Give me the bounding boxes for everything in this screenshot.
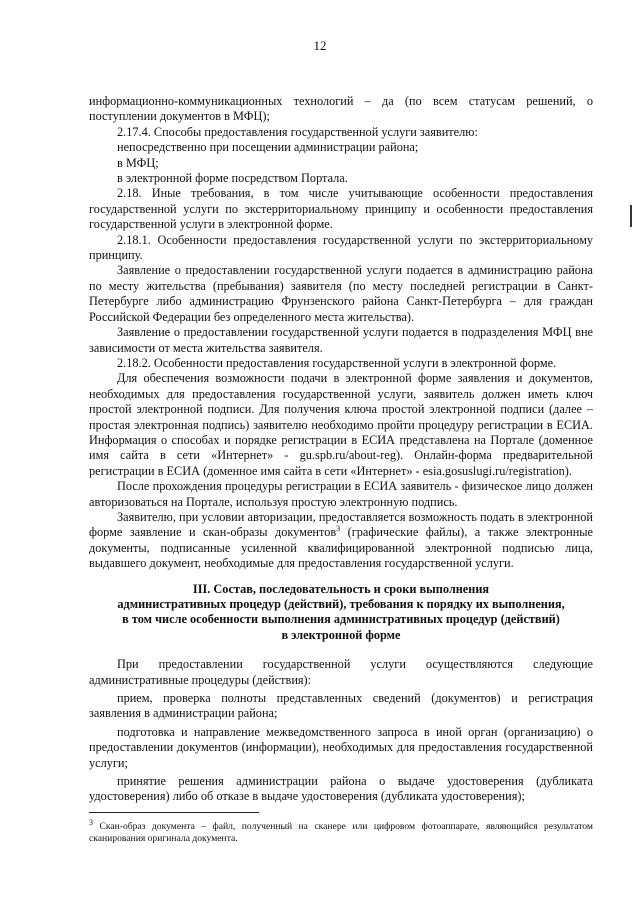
paragraph-text: (графические файлы), а также электронные документы, подписанные усиленной квалифицированной электронной подписью лица, выдавшего документ, необходимые для предоставления государственной услуги. xyxy=(89,525,594,571)
paragraph-2-17-4: 2.17.4. Способы предоставления государственной услуги заявителю: xyxy=(117,124,478,139)
paragraph-2-18-2: 2.18.2. Особенности предоставления государственной услуги в электронной форме. xyxy=(117,355,557,370)
paragraph-scan-images xyxy=(89,510,593,572)
footnote-mark: 3 xyxy=(89,817,93,827)
list-item: непосредственно при посещении администрации района; xyxy=(117,140,419,155)
page-number: 12 xyxy=(313,38,327,53)
footnote-reference: 3 xyxy=(336,524,341,534)
paragraph: Заявление о предоставлении государственной услуги подается в администрацию района по месту жительства (пребывания) заявителя (по месту последней регистрации в Санкт-Петербурге либо администрацию Фрунзенского района Санкт-Петербурга – для граждан Российской Федерации без определенного места жительства). xyxy=(89,263,593,324)
paragraph-2-18: 2.18. Иные требования, в том числе учитывающие особенности предоставления государственной услуги по экстерриториальному принципу и особенности предоставления государственной услуги в электронной форме. xyxy=(89,186,593,232)
document-body xyxy=(89,94,593,805)
paragraph: Для обеспечения возможности подачи в электронной форме заявления и документов, необходимых для предоставления государственной услуги, заявитель должен иметь ключ простой электронной подписи. Для получения ключа простой электронной подписи (далее – простая электронная подпись) заявителю необходимо пройти процедуру регистрации в ЕСИА. Информация о способах и порядке регистрации в ЕСИА представлена на Портале (доменное имя сайта в сети «Интернет» - gu.spb.ru/about-reg). Онлайн-форма предварительной регистрации в ЕСИА (доменное имя сайта в сети «Интернет» - esia.gosuslugi.ru/registration). xyxy=(89,371,593,478)
footnote-text: Скан-образ документа – файл, полученный на сканере или цифровом фотоаппарате, являющийся результатом сканирования оригинала документа. xyxy=(89,821,593,844)
paragraph-2-18-1: 2.18.1. Особенности предоставления государственной услуги по экстерриториальному принципу. xyxy=(89,232,593,263)
paragraph-text: Заявителю, при условии авторизации, предоставляется возможность подать в электронной форме заявление и скан-образы документов xyxy=(89,509,593,540)
footnote-separator xyxy=(89,812,259,813)
list-item: прием, проверка полноты представленных сведений (документов) и регистрация заявления в администрации района; xyxy=(89,691,593,721)
paragraph-continuation: информационно-коммуникационных технологий – да (по всем статусам решений, о поступлении документов в МФЦ); xyxy=(89,94,593,124)
list-item: подготовка и направление межведомственного запроса в иной орган (организацию) о предоставлении документов (информации), необходимых для предоставления государственной услуги; xyxy=(89,724,593,770)
list-item: в электронной форме посредством Портала. xyxy=(117,171,348,186)
list-item: в МФЦ; xyxy=(117,155,159,170)
paragraph: При предоставлении государственной услуги осуществляются следующие административные процедуры (действия): xyxy=(89,657,593,687)
section-heading-line: в том числе особенности выполнения административных процедур (действий) xyxy=(122,612,560,627)
section-heading-line: административных процедур (действий), требования к порядку их выполнения, xyxy=(117,597,565,611)
section-heading-line: III. Состав, последовательность и сроки выполнения xyxy=(192,581,490,596)
list-item: принятие решения администрации района о выдаче удостоверения (дубликата удостоверения) либо об отказе в выдаче удостоверения (дубликата удостоверения); xyxy=(89,774,593,804)
paragraph: Заявление о предоставлении государственной услуги подается в подразделения МФЦ вне зависимости от места жительства заявителя. xyxy=(89,325,593,355)
footnote xyxy=(89,817,593,845)
paragraph: После прохождения процедуры регистрации в ЕСИА заявитель - физическое лицо должен авторизоваться на Портале, используя простую электронную подпись. xyxy=(89,479,593,509)
section-heading xyxy=(89,582,593,644)
section-heading-line: в электронной форме xyxy=(281,627,401,642)
scan-edge-mark xyxy=(630,205,632,227)
